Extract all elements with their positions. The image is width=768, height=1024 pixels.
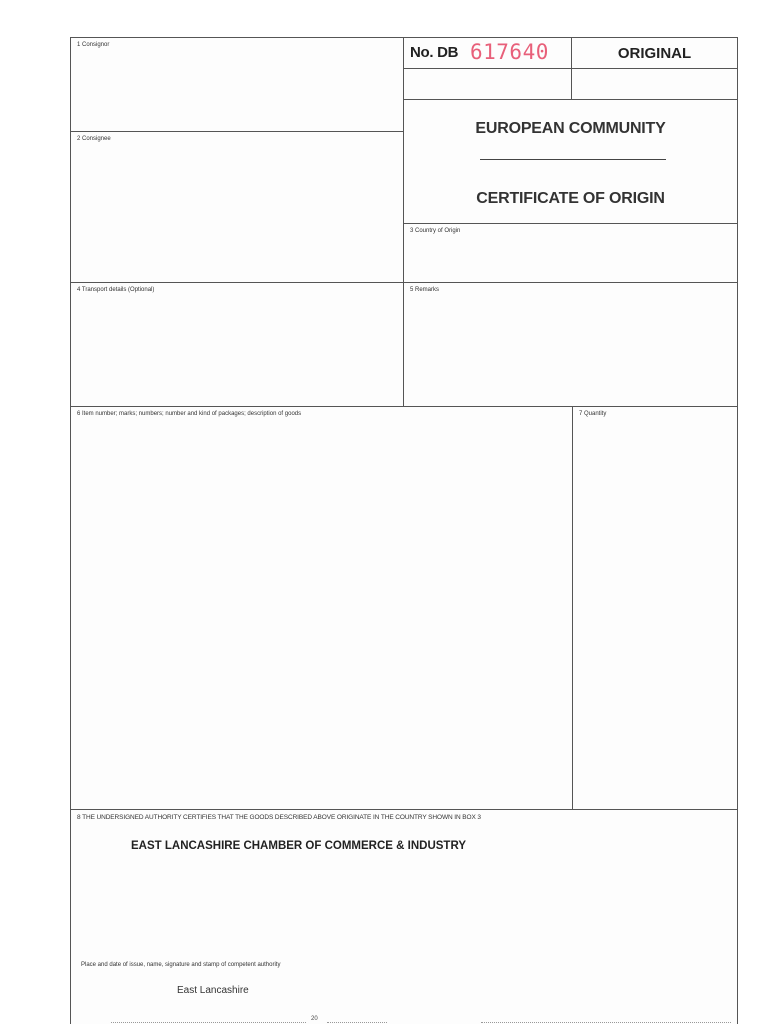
box-quantity[interactable] <box>572 406 738 810</box>
original-cell <box>571 37 738 69</box>
box-certification[interactable] <box>70 809 738 1024</box>
place-date-label: Place and date of issue, name, signature and stamp of competent authority <box>81 962 281 968</box>
title-divider <box>480 159 666 160</box>
serial-number: 617640 <box>470 40 549 64</box>
box-consignee[interactable] <box>70 131 404 283</box>
box-country-of-origin[interactable] <box>403 223 738 283</box>
original-label: ORIGINAL <box>617 45 692 62</box>
certification-statement: 8 THE UNDERSIGNED AUTHORITY CERTIFIES THAT THE GOODS DESCRIBED ABOVE ORIGINATE IN THE COUNTRY SHOWN IN BOX 3 <box>77 814 481 821</box>
goods-description-label: 6 Item number; marks; numbers; number and kind of packages; description of goods <box>77 411 302 417</box>
consignee-label: 2 Consignee <box>77 136 111 142</box>
certificate-form <box>70 37 738 1024</box>
signature-dotted-line-left <box>111 1022 306 1023</box>
box-remarks[interactable] <box>403 282 738 407</box>
signature-dotted-line-right <box>327 1022 387 1023</box>
serial-number-cell <box>403 37 572 69</box>
authority-name: EAST LANCASHIRE CHAMBER OF COMMERCE & INDUSTRY <box>131 840 466 852</box>
quantity-label: 7 Quantity <box>579 411 607 417</box>
box-goods-description[interactable] <box>70 406 573 810</box>
title-certificate-of-origin: CERTIFICATE OF ORIGIN <box>476 190 665 207</box>
place-value: East Lancashire <box>177 985 249 996</box>
title-european-community: EUROPEAN COMMUNITY <box>475 120 666 137</box>
country-of-origin-label: 3 Country of Origin <box>410 228 461 234</box>
blank-cell-left <box>403 68 572 100</box>
signature-dotted-line-far <box>481 1022 731 1023</box>
transport-details-label: 4 Transport details (Optional) <box>77 287 155 293</box>
blank-cell-right <box>571 68 738 100</box>
box-consignor[interactable] <box>70 37 404 132</box>
title-block <box>403 99 738 224</box>
consignor-label: 1 Consignor <box>77 42 110 48</box>
footer-number: 20 <box>311 1016 318 1022</box>
serial-label: No. DB <box>410 44 459 61</box>
remarks-label: 5 Remarks <box>410 287 440 293</box>
box-transport-details[interactable] <box>70 282 404 407</box>
